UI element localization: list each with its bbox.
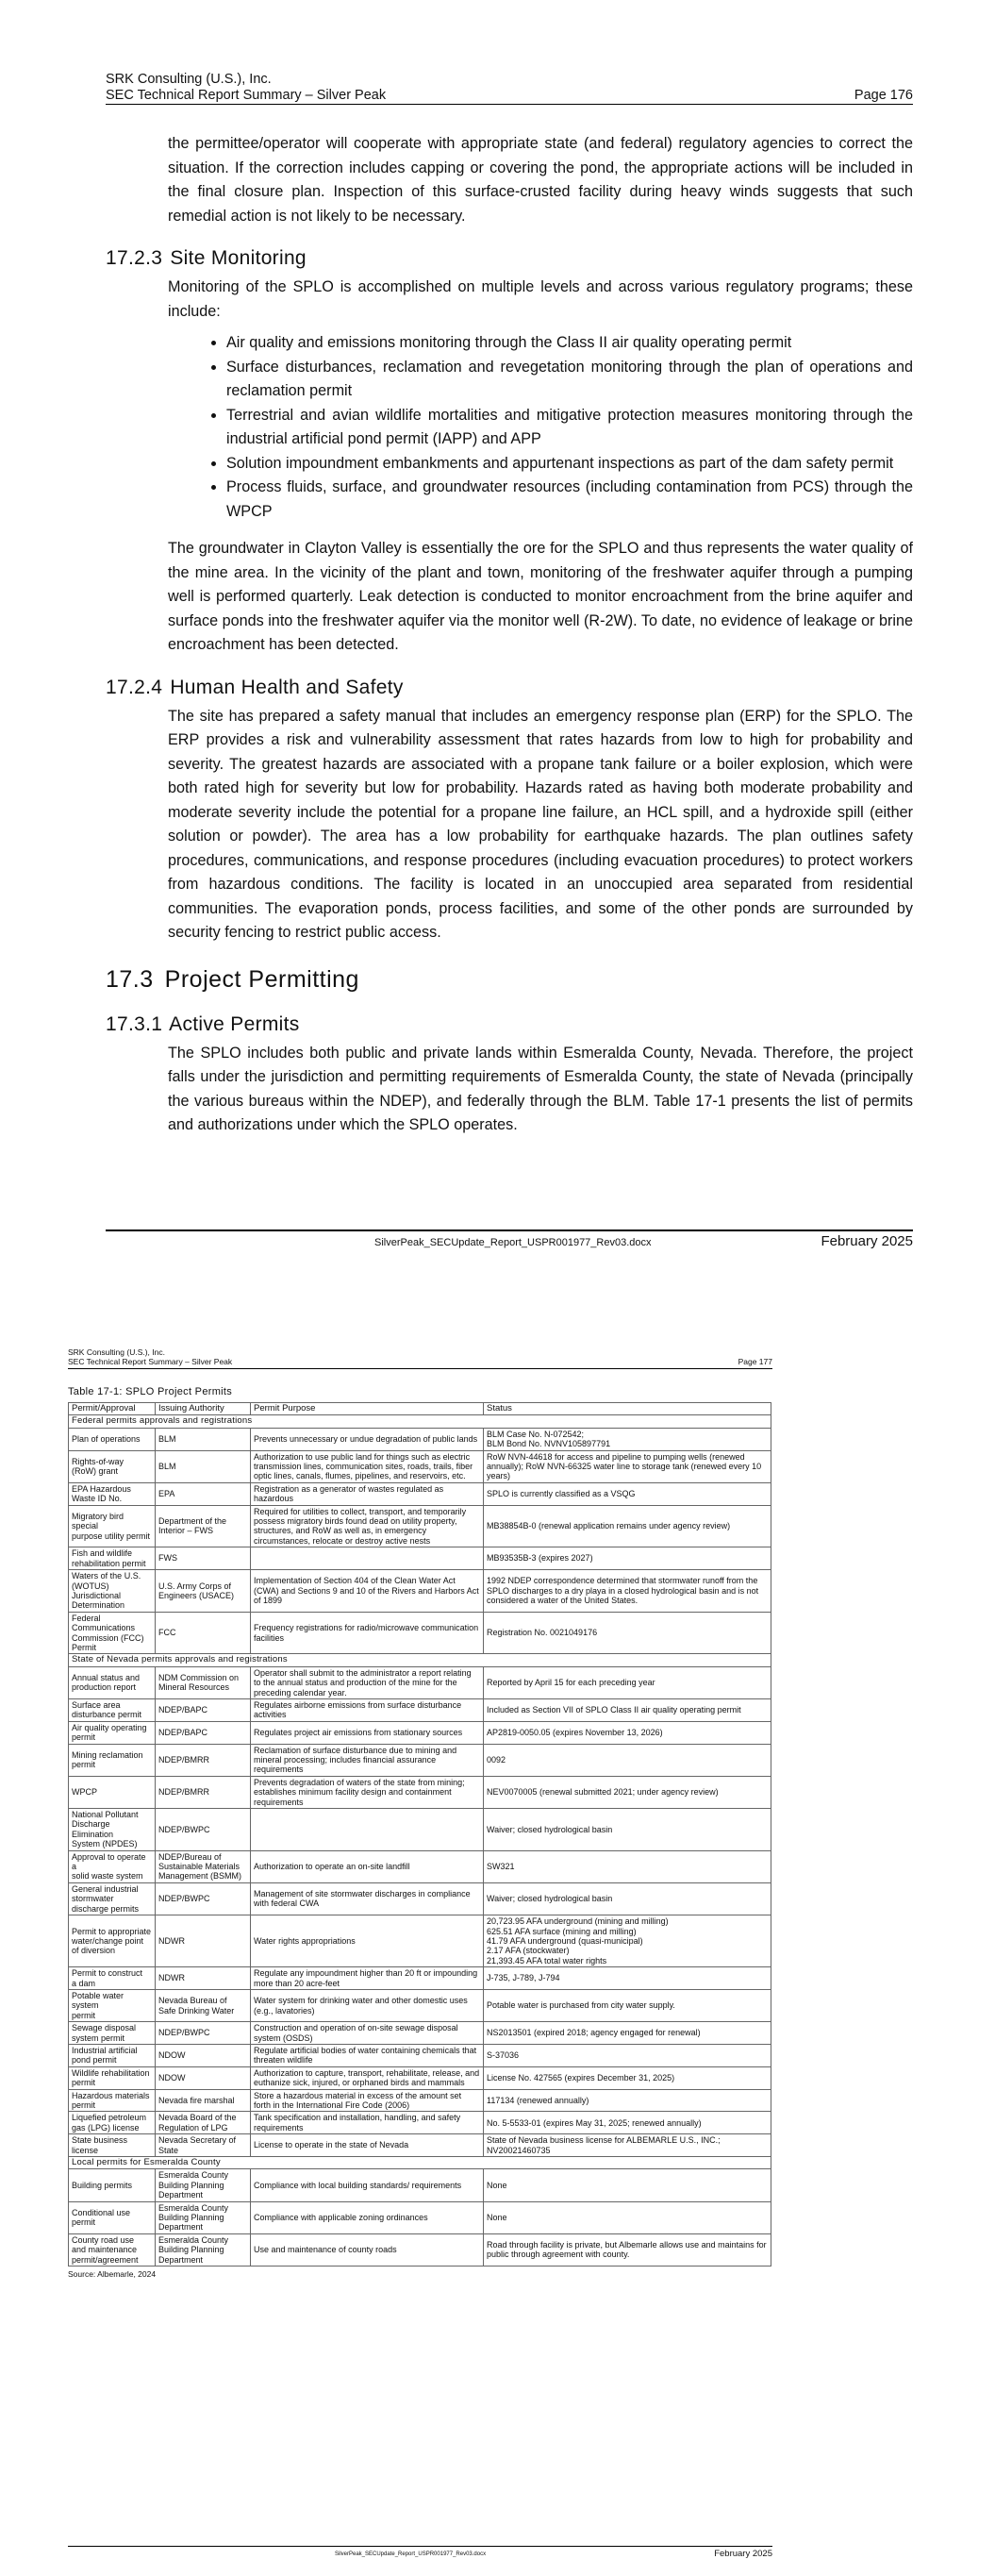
permit-approval-cell: Hazardous materials permit	[69, 2089, 156, 2112]
status-cell: Registration No. 0021049176	[484, 1612, 771, 1654]
status-cell: 1992 NDEP correspondence determined that stormwater runoff from the SPLO discharges to a dry playa in a closed hydrological basin and is not considered a water of the United States.	[484, 1570, 771, 1613]
status-cell: Waiver; closed hydrological basin	[484, 1882, 771, 1915]
monitoring-list	[168, 331, 913, 524]
table-row	[69, 2089, 771, 2112]
permit-purpose-cell: Regulates airborne emissions from surface disturbance activities	[251, 1698, 484, 1721]
issuing-authority-cell: NDEP/BWPC	[156, 2022, 251, 2045]
report-title: SEC Technical Report Summary – Silver Peak	[68, 1357, 233, 1366]
permit-approval-cell: Air quality operating permit	[69, 1721, 156, 1744]
permit-approval-cell: Permit to appropriate water/change point of diversion	[69, 1915, 156, 1967]
issuing-authority-cell: NDEP/BMRR	[156, 1776, 251, 1808]
table-row	[69, 1666, 771, 1698]
list-item: • Solution impoundment embankments and appurtenant inspections as part of the dam safety permit	[226, 452, 913, 477]
permit-approval-cell: General industrial stormwater discharge permits	[69, 1882, 156, 1915]
section-title: Project Permitting	[164, 965, 359, 993]
column-header: Issuing Authority	[156, 1403, 251, 1415]
status-cell: BLM Case No. N-072542; BLM Bond No. NVNV105897791	[484, 1428, 771, 1450]
table-row	[69, 2233, 771, 2266]
permit-purpose-cell: Required for utilities to collect, transport, and temporarily possess migratory birds found dead on utility property, structures, and RoW as well as, in emergency circumstances, relocate or destroy active nests	[251, 1505, 484, 1547]
status-cell: NEV0070005 (renewal submitted 2021; under agency review)	[484, 1776, 771, 1808]
table-row	[69, 1989, 771, 2021]
intro-paragraph: the permittee/operator will cooperate with appropriate state (and federal) regulatory agencies to correct the situation. If the correction includes capping or covering the pond, the appropriate actions will be included in the final closure plan. Inspection of this surface-crusted facility during heavy winds suggests that such remedial action is not likely to be necessary.	[168, 135, 913, 225]
permit-approval-cell: Federal Communications Commission (FCC) Permit	[69, 1612, 156, 1654]
issuing-authority-cell: Nevada Secretary of State	[156, 2134, 251, 2157]
permit-approval-cell: Annual status and production report	[69, 1666, 156, 1698]
table-row	[69, 2134, 771, 2157]
active-permits-heading	[106, 1012, 913, 1038]
issuing-authority-cell: NDEP/BWPC	[156, 1809, 251, 1851]
issuing-authority-cell: NDEP/BAPC	[156, 1721, 251, 1744]
page-header	[106, 72, 913, 104]
table-row	[69, 1547, 771, 1570]
issuing-authority-cell: NDWR	[156, 1915, 251, 1967]
issuing-authority-cell: NDOW	[156, 2066, 251, 2089]
page-body	[106, 132, 913, 1138]
table-row	[69, 2201, 771, 2233]
issuing-authority-cell: NDOW	[156, 2044, 251, 2066]
table-row	[69, 2044, 771, 2066]
permit-purpose-cell: Regulates project air emissions from stationary sources	[251, 1721, 484, 1744]
issuing-authority-cell: FWS	[156, 1547, 251, 1570]
table-source: Source: Albemarle, 2024	[68, 2269, 157, 2280]
permit-purpose-cell: Compliance with applicable zoning ordinances	[251, 2201, 484, 2233]
table-row	[69, 1721, 771, 1744]
status-cell: SPLO is currently classified as a VSQG	[484, 1482, 771, 1505]
issuing-authority-cell: FCC	[156, 1612, 251, 1654]
section-title: Site Monitoring	[170, 247, 307, 269]
permit-purpose-cell: Water rights appropriations	[251, 1915, 484, 1967]
section-title: Active Permits	[169, 1012, 300, 1035]
permits-table	[68, 1402, 771, 2267]
permit-approval-cell: Potable water system permit	[69, 1989, 156, 2021]
footer-divider	[68, 2546, 772, 2547]
table-row	[69, 1482, 771, 1505]
issuing-authority-cell: NDEP/Bureau of Sustainable Materials Management (BSMM)	[156, 1850, 251, 1882]
permit-purpose-cell: Water system for drinking water and other domestic uses (e.g., lavatories)	[251, 1989, 484, 2021]
table-row	[69, 1698, 771, 1721]
issuing-authority-cell: NDWR	[156, 1967, 251, 1990]
table-row	[69, 1809, 771, 1851]
status-cell: MB38854B-0 (renewal application remains under agency review)	[484, 1505, 771, 1547]
permit-purpose-cell: Registration as a generator of wastes regulated as hazardous	[251, 1482, 484, 1505]
permit-approval-cell: WPCP	[69, 1776, 156, 1808]
permit-purpose-cell: Authorization to use public land for things such as electric transmission lines, communication sites, roads, trails, fiber optic lines, canals, flumes, pipelines, and reservoirs, etc.	[251, 1450, 484, 1482]
company-name: SRK Consulting (U.S.), Inc.	[68, 1347, 165, 1357]
permit-approval-cell: Mining reclamation permit	[69, 1744, 156, 1776]
issuing-authority-cell: NDM Commission on Mineral Resources	[156, 1666, 251, 1698]
permit-purpose-cell: Frequency registrations for radio/microwave communication facilities	[251, 1612, 484, 1654]
list-item: • Process fluids, surface, and groundwater resources (including contamination from PCS) through the WPCP	[226, 476, 913, 524]
section-title: Local permits for Esmeralda County	[69, 2157, 771, 2169]
permit-approval-cell: Rights-of-way (RoW) grant	[69, 1450, 156, 1482]
permit-approval-cell: Conditional use permit	[69, 2201, 156, 2233]
footer-date: February 2025	[821, 1233, 913, 1249]
permit-approval-cell: Waters of the U.S. (WOTUS) Jurisdictional Determination	[69, 1570, 156, 1613]
permit-purpose-cell	[251, 1809, 484, 1851]
permit-purpose-cell	[251, 1547, 484, 1570]
status-cell: State of Nevada business license for ALBEMARLE U.S., INC.; NV20021460735	[484, 2134, 771, 2157]
groundwater-paragraph: The groundwater in Clayton Valley is essentially the ore for the SPLO and thus represents the water quality of the mine area. In the vicinity of the plant and town, monitoring of the freshwater aquifer through a pumping well is performed quarterly. Leak detection is conducted to monitor encroachment from the brine aquifer and surface ponds into the freshwater aquifer via the monitor well (R-2W). To date, no evidence of leakage or brine encroachment has been detected.	[168, 540, 913, 653]
column-header: Status	[484, 1403, 771, 1415]
status-cell: Road through facility is private, but Albemarle allows use and maintains for public through agreement with county.	[484, 2233, 771, 2266]
issuing-authority-cell: Department of the Interior – FWS	[156, 1505, 251, 1547]
project-permitting-heading	[106, 964, 913, 995]
permits-table-container	[68, 1402, 771, 2279]
permit-approval-cell: Plan of operations	[69, 1428, 156, 1450]
page-header	[68, 1347, 772, 1366]
status-cell: SW321	[484, 1850, 771, 1882]
issuing-authority-cell: Nevada fire marshal	[156, 2089, 251, 2112]
status-cell: J-735, J-789, J-794	[484, 1967, 771, 1990]
issuing-authority-cell: Esmeralda County Building Planning Department	[156, 2201, 251, 2233]
permit-approval-cell: Building permits	[69, 2169, 156, 2201]
issuing-authority-cell: EPA	[156, 1482, 251, 1505]
permit-purpose-cell: Prevents unnecessary or undue degradation of public lands	[251, 1428, 484, 1450]
table-row	[69, 1428, 771, 1450]
report-title: SEC Technical Report Summary – Silver Peak	[106, 88, 387, 103]
status-cell: Reported by April 15 for each preceding year	[484, 1666, 771, 1698]
section-number: 17.2.3	[106, 247, 163, 269]
status-cell: 20,723.95 AFA underground (mining and milling) 625.51 AFA surface (mining and milling) 41.79 AFA underground (quasi-municipal) 2.17 AFA (stockwater) 21,393.45 AFA total water rights	[484, 1915, 771, 1967]
permit-purpose-cell: Implementation of Section 404 of the Clean Water Act (CWA) and Sections 9 and 10 of the Rivers and Harbors Act of 1899	[251, 1570, 484, 1613]
header-divider	[68, 1368, 772, 1369]
table-section-row	[69, 2157, 771, 2169]
issuing-authority-cell: Nevada Board of the Regulation of LPG	[156, 2112, 251, 2134]
status-cell: S-37036	[484, 2044, 771, 2066]
issuing-authority-cell: NDEP/BAPC	[156, 1698, 251, 1721]
section-number: 17.3.1	[106, 1012, 163, 1035]
page-number: Page 177	[738, 1357, 772, 1366]
page-number: Page 176	[854, 88, 913, 103]
issuing-authority-cell: Esmeralda County Building Planning Department	[156, 2233, 251, 2266]
table-row	[69, 1776, 771, 1808]
status-cell: Waiver; closed hydrological basin	[484, 1809, 771, 1851]
permit-purpose-cell: Regulate any impoundment higher than 20 ft or impounding more than 20 acre-feet	[251, 1967, 484, 1990]
footer-document-name: SilverPeak_SECUpdate_Report_USPR001977_Rev03.docx	[374, 1237, 652, 1248]
site-monitoring-paragraph: Monitoring of the SPLO is accomplished on multiple levels and across various regulatory programs; these include:	[168, 278, 913, 320]
issuing-authority-cell: Esmeralda County Building Planning Department	[156, 2169, 251, 2201]
status-cell: Potable water is purchased from city water supply.	[484, 1989, 771, 2021]
table-header-row	[69, 1403, 771, 1415]
status-cell: MB93535B-3 (expires 2027)	[484, 1547, 771, 1570]
permit-approval-cell: National Pollutant Discharge Elimination System (NPDES)	[69, 1809, 156, 1851]
permit-purpose-cell: Use and maintenance of county roads	[251, 2233, 484, 2266]
permit-purpose-cell: Management of site stormwater discharges in compliance with federal CWA	[251, 1882, 484, 1915]
table-row	[69, 1505, 771, 1547]
table-row	[69, 2112, 771, 2134]
permit-purpose-cell: Reclamation of surface disturbance due to mining and mineral processing; includes financial assurance requirements	[251, 1744, 484, 1776]
permit-purpose-cell: Tank specification and installation, handling, and safety requirements	[251, 2112, 484, 2134]
status-cell: Included as Section VII of SPLO Class II air quality operating permit	[484, 1698, 771, 1721]
permit-purpose-cell: Prevents degradation of waters of the state from mining; establishes minimum facility design and containment requirements	[251, 1776, 484, 1808]
column-header: Permit/Approval	[69, 1403, 156, 1415]
permit-approval-cell: EPA Hazardous Waste ID No.	[69, 1482, 156, 1505]
issuing-authority-cell: BLM	[156, 1450, 251, 1482]
permit-purpose-cell: Compliance with local building standards/ requirements	[251, 2169, 484, 2201]
status-cell: No. 5-5533-01 (expires May 31, 2025; renewed annually)	[484, 2112, 771, 2134]
permit-purpose-cell: Operator shall submit to the administrator a report relating to the annual status and production of the mine for the preceding calendar year.	[251, 1666, 484, 1698]
status-cell: RoW NVN-44618 for access and pipeline to pumping wells (renewed annually); RoW NVN-66325 water line to storage tank (renewed every 10 years)	[484, 1450, 771, 1482]
status-cell: NS2013501 (expired 2018; agency engaged for renewal)	[484, 2022, 771, 2045]
column-header: Permit Purpose	[251, 1403, 484, 1415]
issuing-authority-cell: U.S. Army Corps of Engineers (USACE)	[156, 1570, 251, 1613]
permit-approval-cell: Wildlife rehabilitation permit	[69, 2066, 156, 2089]
permit-approval-cell: State business license	[69, 2134, 156, 2157]
permit-purpose-cell: Construction and operation of on-site sewage disposal system (OSDS)	[251, 2022, 484, 2045]
permit-purpose-cell: Authorization to capture, transport, rehabilitate, release, and euthanize sick, injured, or orphaned birds and mammals	[251, 2066, 484, 2089]
table-row	[69, 1882, 771, 1915]
issuing-authority-cell: BLM	[156, 1428, 251, 1450]
human-health-heading	[106, 675, 913, 701]
permit-purpose-cell: Store a hazardous material in excess of the amount set forth in the International Fire Code (2006)	[251, 2089, 484, 2112]
issuing-authority-cell: Nevada Bureau of Safe Drinking Water	[156, 1989, 251, 2021]
table-row	[69, 1450, 771, 1482]
permit-approval-cell: Surface area disturbance permit	[69, 1698, 156, 1721]
list-item: • Surface disturbances, reclamation and revegetation monitoring through the plan of operations and reclamation permit	[226, 356, 913, 404]
section-title: Federal permits approvals and registrations	[69, 1415, 771, 1428]
table-row	[69, 2066, 771, 2089]
table-caption: Table 17-1: SPLO Project Permits	[68, 1386, 233, 1397]
permit-approval-cell: Approval to operate a solid waste system	[69, 1850, 156, 1882]
table-section-row	[69, 1654, 771, 1666]
section-number: 17.2.4	[106, 676, 163, 698]
section-title: Human Health and Safety	[170, 676, 404, 698]
section-number: 17.3	[106, 965, 154, 993]
issuing-authority-cell: NDEP/BMRR	[156, 1744, 251, 1776]
permit-approval-cell: Industrial artificial pond permit	[69, 2044, 156, 2066]
permit-purpose-cell: License to operate in the state of Nevada	[251, 2134, 484, 2157]
table-body	[69, 1415, 771, 2267]
status-cell: None	[484, 2169, 771, 2201]
status-cell: None	[484, 2201, 771, 2233]
human-health-paragraph: The site has prepared a safety manual that includes an emergency response plan (ERP) for the SPLO. The ERP provides a risk and vulnerability assessment that rates hazards from low to high for probability and severity. The greatest hazards are associated with a propane tank failure or a boiler explosion, which were both rated high for severity but low for probability. Hazards rated as having both moderate probability and moderate severity include the potential for a propane line failure, an HCL spill, and a hydroxide spill (either solution or powder). The area has a low probability for earthquake hazards. The plan outlines safety procedures, communications, and response procedures (including evacuation procedures) to protect workers from hazardous conditions. The facility is located in an unoccupied area separated from residential communities. The evaporation ponds, process facilities, and some of the other ponds are surrounded by security fencing to restrict public access.	[168, 707, 913, 941]
table-row	[69, 1850, 771, 1882]
list-item: • Air quality and emissions monitoring through the Class II air quality operating permit	[226, 331, 913, 356]
table-row	[69, 1744, 771, 1776]
permit-approval-cell: Liquefied petroleum gas (LPG) license	[69, 2112, 156, 2134]
table-row	[69, 1612, 771, 1654]
status-cell: 117134 (renewed annually)	[484, 2089, 771, 2112]
status-cell: 0092	[484, 1744, 771, 1776]
permit-approval-cell: County road use and maintenance permit/agreement	[69, 2233, 156, 2266]
list-item: • Terrestrial and avian wildlife mortalities and mitigative protection measures monitoring through the industrial artificial pond permit (IAPP) and APP	[226, 404, 913, 452]
permit-approval-cell: Sewage disposal system permit	[69, 2022, 156, 2045]
permit-approval-cell: Migratory bird special purpose utility permit	[69, 1505, 156, 1547]
footer-document-name: SilverPeak_SECUpdate_Report_USPR001977_Rev03.docx	[335, 2551, 487, 2557]
status-cell: AP2819-0050.05 (expires November 13, 2026)	[484, 1721, 771, 1744]
header-divider	[106, 104, 913, 105]
table-row	[69, 1915, 771, 1967]
issuing-authority-cell: NDEP/BWPC	[156, 1882, 251, 1915]
permit-purpose-cell: Regulate artificial bodies of water containing chemicals that threaten wildlife	[251, 2044, 484, 2066]
table-section-row	[69, 1415, 771, 1428]
table-row	[69, 1570, 771, 1613]
permit-purpose-cell: Authorization to operate an on-site landfill	[251, 1850, 484, 1882]
footer-date: February 2025	[714, 2549, 772, 2559]
footer-divider	[106, 1229, 913, 1231]
section-title: State of Nevada permits approvals and registrations	[69, 1654, 771, 1666]
permit-approval-cell: Permit to construct a dam	[69, 1967, 156, 1990]
active-permits-paragraph: The SPLO includes both public and private lands within Esmeralda County, Nevada. Therefore, the project falls under the jurisdiction and permitting requirements of Esmeralda County, the state of Nevada (principally the various bureaus within the NDEP), and federally through the BLM. Table 17-1 presents the list of permits and authorizations under which the SPLO operates.	[168, 1044, 913, 1133]
table-row	[69, 1967, 771, 1990]
company-name: SRK Consulting (U.S.), Inc.	[106, 72, 272, 87]
site-monitoring-heading	[106, 245, 913, 272]
table-row	[69, 2169, 771, 2201]
permit-approval-cell: Fish and wildlife rehabilitation permit	[69, 1547, 156, 1570]
table-row	[69, 2022, 771, 2045]
status-cell: License No. 427565 (expires December 31, 2025)	[484, 2066, 771, 2089]
